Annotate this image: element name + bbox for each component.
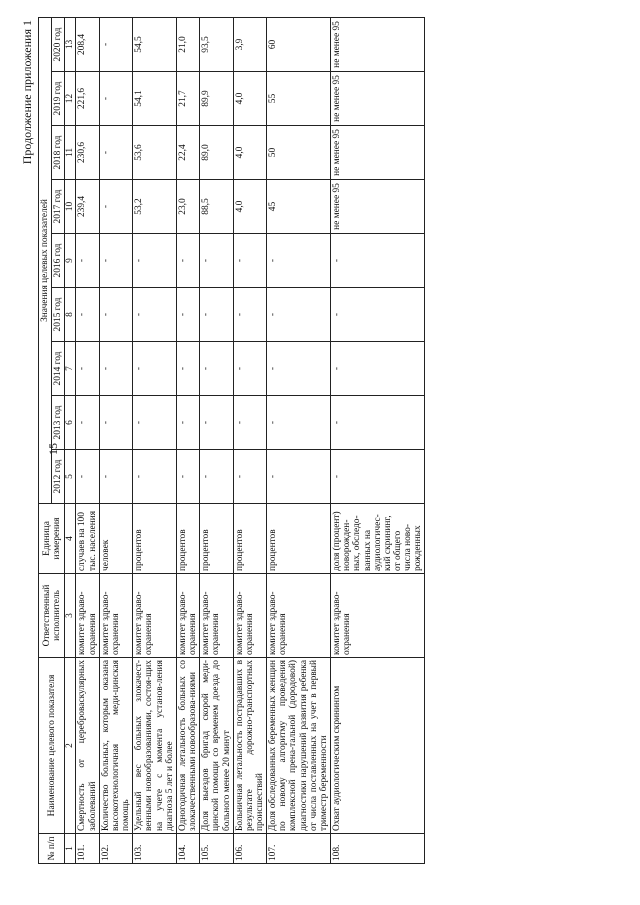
responsible-executor: комитет здраво-охранения — [99, 574, 132, 658]
header-year: 2012 год — [52, 450, 65, 504]
row-number: 105. — [200, 834, 233, 864]
indicator-value: 239,4 — [76, 180, 99, 234]
indicator-value: 22,4 — [176, 126, 199, 180]
indicator-value: - — [267, 396, 331, 450]
indicator-value: 3,9 — [233, 17, 266, 71]
indicator-value: 54,1 — [133, 72, 177, 126]
unit-of-measure: процентов — [176, 504, 199, 574]
indicator-value: - — [200, 288, 233, 342]
indicator-name: Удельный вес больных злокачест-венными новообразованиями, состоя-щих на учете с момента установ-ления диагноза 5 лет и более — [133, 658, 177, 834]
responsible-executor: комитет здраво-охранения — [133, 574, 177, 658]
column-number: 3 — [65, 574, 76, 658]
indicator-value: - — [233, 450, 266, 504]
indicator-value: - — [176, 450, 199, 504]
indicator-value: - — [176, 396, 199, 450]
indicator-value: - — [200, 234, 233, 288]
header-row — [39, 17, 52, 863]
indicator-value: 55 — [267, 72, 331, 126]
header-name: Наименование целевого показателя — [39, 658, 65, 834]
indicator-value: 60 — [267, 17, 331, 71]
table-row — [76, 17, 99, 863]
table-row — [176, 17, 199, 863]
indicator-value: 21,0 — [176, 17, 199, 71]
unit-of-measure: случаев на 100 тыс. населения — [76, 504, 99, 574]
row-number: 103. — [133, 834, 177, 864]
header-year: 2014 год — [52, 342, 65, 396]
indicator-value: - — [99, 17, 132, 71]
responsible-executor: комитет здраво-охранения — [267, 574, 331, 658]
indicator-value: - — [176, 234, 199, 288]
rotated-page-content — [8, 10, 620, 880]
indicator-value: - — [99, 234, 132, 288]
indicator-value: - — [331, 396, 425, 450]
indicator-value: - — [99, 396, 132, 450]
indicator-value: 93,5 — [200, 17, 233, 71]
indicator-value: - — [99, 126, 132, 180]
indicator-value: - — [200, 396, 233, 450]
table-body — [76, 17, 425, 863]
responsible-executor: комитет здраво-охранения — [76, 574, 99, 658]
indicator-value: - — [76, 234, 99, 288]
header-year: 2018 год — [52, 126, 65, 180]
unit-of-measure: процентов — [233, 504, 266, 574]
column-numbers-row — [65, 17, 76, 863]
table-row — [133, 17, 177, 863]
indicator-value: - — [133, 396, 177, 450]
indicator-value: не менее 95 — [331, 126, 425, 180]
indicator-name: Смертность от цереброваскулярных заболеваний — [76, 658, 99, 834]
indicator-value: 53,6 — [133, 126, 177, 180]
column-number: 8 — [65, 288, 76, 342]
indicator-value: 230,6 — [76, 126, 99, 180]
indicator-value: 4,0 — [233, 126, 266, 180]
unit-of-measure: процентов — [200, 504, 233, 574]
column-number: 10 — [65, 180, 76, 234]
indicator-value: - — [267, 450, 331, 504]
indicator-value: 89,0 — [200, 126, 233, 180]
continuation-title: Продолжение приложения 1 — [20, 20, 34, 165]
page-number: 15 — [46, 443, 60, 455]
indicator-value: - — [331, 342, 425, 396]
column-number: 2 — [65, 658, 76, 834]
unit-of-measure: человек — [99, 504, 132, 574]
unit-of-measure: процентов — [133, 504, 177, 574]
indicator-value: - — [233, 342, 266, 396]
column-number: 5 — [65, 450, 76, 504]
indicator-value: 4,0 — [233, 72, 266, 126]
row-number: 101. — [76, 834, 99, 864]
responsible-executor: комитет здраво-охранения — [200, 574, 233, 658]
indicator-value: 221,6 — [76, 72, 99, 126]
indicator-value: - — [233, 234, 266, 288]
header-year: 2015 год — [52, 288, 65, 342]
indicator-value: 23,0 — [176, 180, 199, 234]
indicator-value: - — [331, 234, 425, 288]
indicator-value: - — [267, 342, 331, 396]
indicator-value: 208,4 — [76, 17, 99, 71]
indicator-value: - — [99, 342, 132, 396]
indicator-value: - — [76, 342, 99, 396]
indicator-value: 88,5 — [200, 180, 233, 234]
indicator-value: - — [133, 288, 177, 342]
indicator-value: - — [99, 72, 132, 126]
indicator-name: Доля обследованных беременных женщин по новому алгоритму проведения комплексной прена-тальной (дородовой) диагностики нарушений развития ребенка от числа поставленных на учет в первый триместр беременности — [267, 658, 331, 834]
responsible-executor: комитет здраво-охранения — [331, 574, 425, 658]
indicator-value: - — [76, 288, 99, 342]
table-row — [200, 17, 233, 863]
indicator-value: 21,7 — [176, 72, 199, 126]
indicator-value: - — [133, 342, 177, 396]
indicator-value: 54,5 — [133, 17, 177, 71]
table-row — [267, 17, 331, 863]
indicator-value: - — [99, 180, 132, 234]
indicator-value: - — [99, 450, 132, 504]
header-year: 2017 год — [52, 180, 65, 234]
header-unit: Единица измерения — [39, 504, 65, 574]
column-number: 4 — [65, 504, 76, 574]
responsible-executor: комитет здраво-охранения — [233, 574, 266, 658]
header-year: 2013 год — [52, 396, 65, 450]
indicator-value: - — [76, 450, 99, 504]
unit-of-measure: доля (процент) новорожден-ных, обследо-ванных на аудиологичес-кий скрининг, от общего числа ново-рожденных — [331, 504, 425, 574]
indicator-value: 89,9 — [200, 72, 233, 126]
indicator-name: Больничная летальность пострадавших в результате дорожно-транспортных происшествий — [233, 658, 266, 834]
header-responsible: Ответственный исполнитель — [39, 574, 65, 658]
indicator-value: 45 — [267, 180, 331, 234]
header-num: № п/п — [39, 834, 65, 864]
indicator-value: - — [176, 288, 199, 342]
indicator-value: - — [331, 288, 425, 342]
column-number: 7 — [65, 342, 76, 396]
indicator-value: - — [200, 342, 233, 396]
indicator-value: - — [267, 234, 331, 288]
column-number: 11 — [65, 126, 76, 180]
indicator-value: - — [267, 288, 331, 342]
column-number: 1 — [65, 834, 76, 864]
row-number: 106. — [233, 834, 266, 864]
indicator-name: Одногодичная летальность больных со злокачественными новообразова-ниями — [176, 658, 199, 834]
indicator-value: - — [76, 396, 99, 450]
indicator-name: Охват аудиологическим скринингом — [331, 658, 425, 834]
indicator-name: Количество больных, которым оказана высокотехнологичная меди-цинская помощь — [99, 658, 132, 834]
header-year: 2020 год — [52, 17, 65, 71]
table-row — [331, 17, 425, 863]
indicator-value: 50 — [267, 126, 331, 180]
header-values-group: Значения целевых показателей — [39, 17, 52, 503]
indicator-name: Доля выездов бригад скорой меди-цинской помощи со временем доезда до больного менее 20 минут — [200, 658, 233, 834]
row-number: 108. — [331, 834, 425, 864]
unit-of-measure: процентов — [267, 504, 331, 574]
header-year: 2019 год — [52, 72, 65, 126]
indicator-value: не менее 95 — [331, 72, 425, 126]
row-number: 102. — [99, 834, 132, 864]
responsible-executor: комитет здраво-охранения — [176, 574, 199, 658]
indicator-value: - — [233, 396, 266, 450]
header-year: 2016 год — [52, 234, 65, 288]
indicator-value: - — [133, 234, 177, 288]
indicator-value: не менее 95 — [331, 17, 425, 71]
table-row — [99, 17, 132, 863]
column-number: 12 — [65, 72, 76, 126]
column-number: 9 — [65, 234, 76, 288]
indicator-value: - — [233, 288, 266, 342]
row-number: 104. — [176, 834, 199, 864]
indicator-value: - — [99, 288, 132, 342]
column-number: 13 — [65, 17, 76, 71]
table-row — [233, 17, 266, 863]
indicator-value: - — [133, 450, 177, 504]
indicator-value: - — [176, 342, 199, 396]
indicator-value: - — [200, 450, 233, 504]
indicator-value: 4,0 — [233, 180, 266, 234]
indicator-value: - — [331, 450, 425, 504]
indicator-value: 53,2 — [133, 180, 177, 234]
indicator-value: не менее 95 — [331, 180, 425, 234]
indicators-table — [38, 17, 425, 864]
column-number: 6 — [65, 396, 76, 450]
row-number: 107. — [267, 834, 331, 864]
